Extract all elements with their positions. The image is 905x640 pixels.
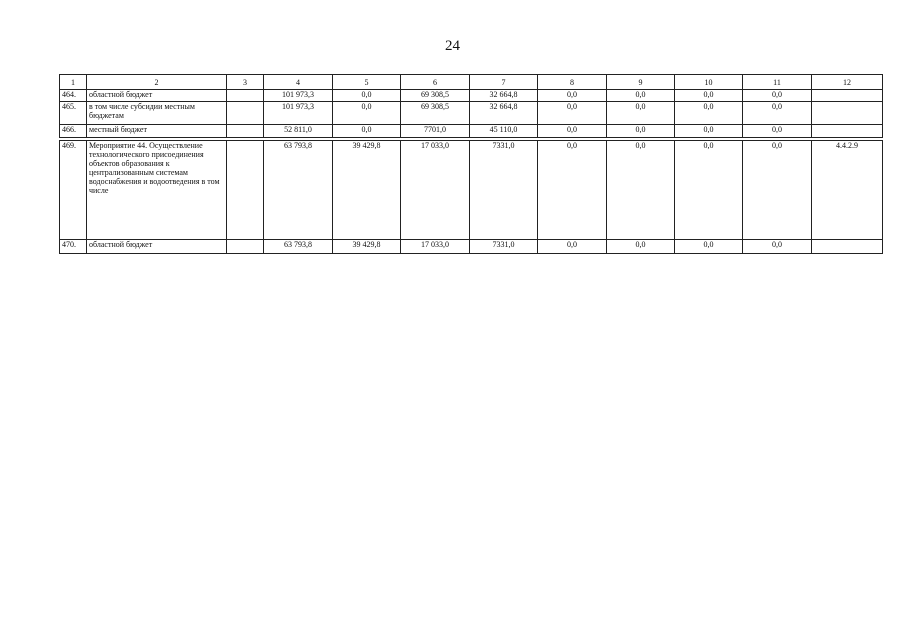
budget-table-container bbox=[59, 74, 882, 254]
row-number: 465. bbox=[60, 102, 87, 125]
budget-table bbox=[59, 74, 883, 254]
table-row bbox=[60, 102, 883, 125]
cell-col3 bbox=[227, 141, 264, 240]
cell-col6: 17 033,0 bbox=[401, 240, 470, 254]
header-cell: 7 bbox=[470, 75, 538, 90]
cell-col7: 32 664,8 bbox=[470, 102, 538, 125]
cell-col7: 45 110,0 bbox=[470, 125, 538, 138]
header-cell: 6 bbox=[401, 75, 470, 90]
cell-col7: 7331,0 bbox=[470, 141, 538, 240]
cell-col3 bbox=[227, 90, 264, 102]
header-cell: 10 bbox=[675, 75, 743, 90]
cell-col10: 0,0 bbox=[675, 125, 743, 138]
header-cell: 5 bbox=[333, 75, 401, 90]
row-name: областной бюджет bbox=[87, 90, 227, 102]
cell-col4: 63 793,8 bbox=[264, 240, 333, 254]
cell-col9: 0,0 bbox=[607, 240, 675, 254]
cell-col11: 0,0 bbox=[743, 125, 812, 138]
cell-col5: 39 429,8 bbox=[333, 240, 401, 254]
cell-col10: 0,0 bbox=[675, 90, 743, 102]
cell-col12 bbox=[812, 102, 883, 125]
page-number: 24 bbox=[445, 38, 460, 54]
cell-col3 bbox=[227, 240, 264, 254]
header-cell: 2 bbox=[87, 75, 227, 90]
table-row bbox=[60, 141, 883, 240]
cell-col7: 7331,0 bbox=[470, 240, 538, 254]
table-row bbox=[60, 125, 883, 138]
cell-col5: 0,0 bbox=[333, 125, 401, 138]
cell-col11: 0,0 bbox=[743, 240, 812, 254]
cell-col10: 0,0 bbox=[675, 141, 743, 240]
cell-col8: 0,0 bbox=[538, 102, 607, 125]
cell-col8: 0,0 bbox=[538, 141, 607, 240]
row-name: в том числе субсидии местным бюджетам bbox=[87, 102, 227, 125]
row-number: 469. bbox=[60, 141, 87, 240]
header-cell: 11 bbox=[743, 75, 812, 90]
cell-col4: 101 973,3 bbox=[264, 90, 333, 102]
cell-col5: 0,0 bbox=[333, 102, 401, 125]
header-cell: 12 bbox=[812, 75, 883, 90]
cell-col10: 0,0 bbox=[675, 240, 743, 254]
cell-col9: 0,0 bbox=[607, 125, 675, 138]
cell-col9: 0,0 bbox=[607, 141, 675, 240]
header-cell: 4 bbox=[264, 75, 333, 90]
header-cell: 3 bbox=[227, 75, 264, 90]
row-number: 470. bbox=[60, 240, 87, 254]
table-header-row bbox=[60, 75, 883, 90]
cell-col8: 0,0 bbox=[538, 240, 607, 254]
cell-col12 bbox=[812, 240, 883, 254]
cell-col12: 4.4.2.9 bbox=[812, 141, 883, 240]
cell-col6: 69 308,5 bbox=[401, 90, 470, 102]
cell-col6: 7701,0 bbox=[401, 125, 470, 138]
row-name: местный бюджет bbox=[87, 125, 227, 138]
cell-col5: 0,0 bbox=[333, 90, 401, 102]
header-cell: 1 bbox=[60, 75, 87, 90]
cell-col4: 52 811,0 bbox=[264, 125, 333, 138]
cell-col11: 0,0 bbox=[743, 90, 812, 102]
cell-col6: 17 033,0 bbox=[401, 141, 470, 240]
header-cell: 9 bbox=[607, 75, 675, 90]
table-row bbox=[60, 240, 883, 254]
cell-col3 bbox=[227, 125, 264, 138]
cell-col11: 0,0 bbox=[743, 141, 812, 240]
cell-col4: 63 793,8 bbox=[264, 141, 333, 240]
cell-col5: 39 429,8 bbox=[333, 141, 401, 240]
cell-col7: 32 664,8 bbox=[470, 90, 538, 102]
table-row bbox=[60, 90, 883, 102]
row-name: Мероприятие 44. Осуществление технологического присоединения объектов образования к централизованным системам водоснабжения и водоотведения в том числе bbox=[87, 141, 227, 240]
cell-col9: 0,0 bbox=[607, 90, 675, 102]
cell-col9: 0,0 bbox=[607, 102, 675, 125]
cell-col11: 0,0 bbox=[743, 102, 812, 125]
cell-col8: 0,0 bbox=[538, 125, 607, 138]
cell-col12 bbox=[812, 125, 883, 138]
cell-col12 bbox=[812, 90, 883, 102]
cell-col8: 0,0 bbox=[538, 90, 607, 102]
row-number: 466. bbox=[60, 125, 87, 138]
cell-col6: 69 308,5 bbox=[401, 102, 470, 125]
cell-col10: 0,0 bbox=[675, 102, 743, 125]
row-name: областной бюджет bbox=[87, 240, 227, 254]
row-number: 464. bbox=[60, 90, 87, 102]
header-cell: 8 bbox=[538, 75, 607, 90]
cell-col3 bbox=[227, 102, 264, 125]
cell-col4: 101 973,3 bbox=[264, 102, 333, 125]
